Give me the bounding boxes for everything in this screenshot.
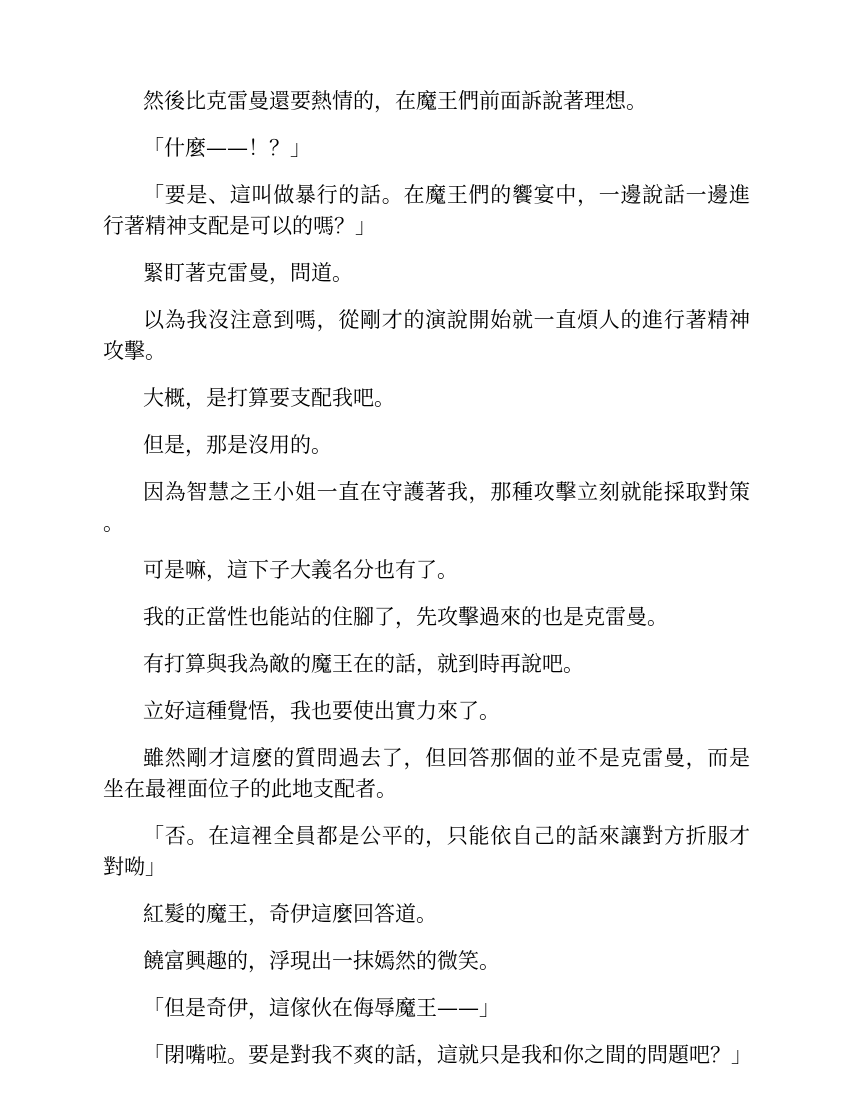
paragraph-14: 「否。在這裡全員都是公平的，只能依自己的話來讓對方折服才對呦」 bbox=[103, 824, 750, 879]
paragraph-10: 我的正當性也能站的住腳了，先攻擊過來的也是克雷曼。 bbox=[143, 605, 668, 629]
document-page bbox=[103, 86, 750, 1087]
paragraph-11: 有打算與我為敵的魔王在的話，就到時再說吧。 bbox=[143, 652, 584, 676]
paragraph-6: 大概，是打算要支配我吧。 bbox=[143, 386, 395, 410]
paragraph-3: 「要是、這叫做暴行的話。在魔王們的饗宴中，一邊說話一邊進行著精神支配是可以的嗎？」 bbox=[103, 183, 750, 238]
paragraph-8: 因為智慧之王小姐一直在守護著我，那種攻擊立刻就能採取對策。 bbox=[103, 480, 750, 535]
paragraph-16: 饒富興趣的，浮現出一抹嫣然的微笑。 bbox=[143, 949, 500, 973]
paragraph-7: 但是，那是沒用的。 bbox=[143, 433, 332, 457]
paragraph-9: 可是嘛，這下子大義名分也有了。 bbox=[143, 558, 458, 582]
paragraph-18: 「閉嘴啦。要是對我不爽的話，這就只是我和你之間的問題吧？」 bbox=[143, 1043, 752, 1067]
paragraph-2: 「什麼——！？」 bbox=[143, 136, 311, 160]
paragraph-13: 雖然剛才這麼的質問過去了，但回答那個的並不是克雷曼，而是坐在最裡面位子的此地支配者。 bbox=[103, 746, 750, 801]
paragraph-4: 緊盯著克雷曼，問道。 bbox=[143, 261, 353, 285]
paragraph-5: 以為我沒注意到嗎，從剛才的演說開始就一直煩人的進行著精神攻擊。 bbox=[103, 308, 750, 363]
paragraph-1: 然後比克雷曼還要熱情的，在魔王們前面訴說著理想。 bbox=[143, 89, 647, 113]
paragraph-15: 紅髮的魔王，奇伊這麼回答道。 bbox=[143, 902, 437, 926]
paragraph-12: 立好這種覺悟，我也要使出實力來了。 bbox=[143, 699, 500, 723]
paragraph-17: 「但是奇伊，這傢伙在侮辱魔王——」 bbox=[143, 996, 500, 1020]
